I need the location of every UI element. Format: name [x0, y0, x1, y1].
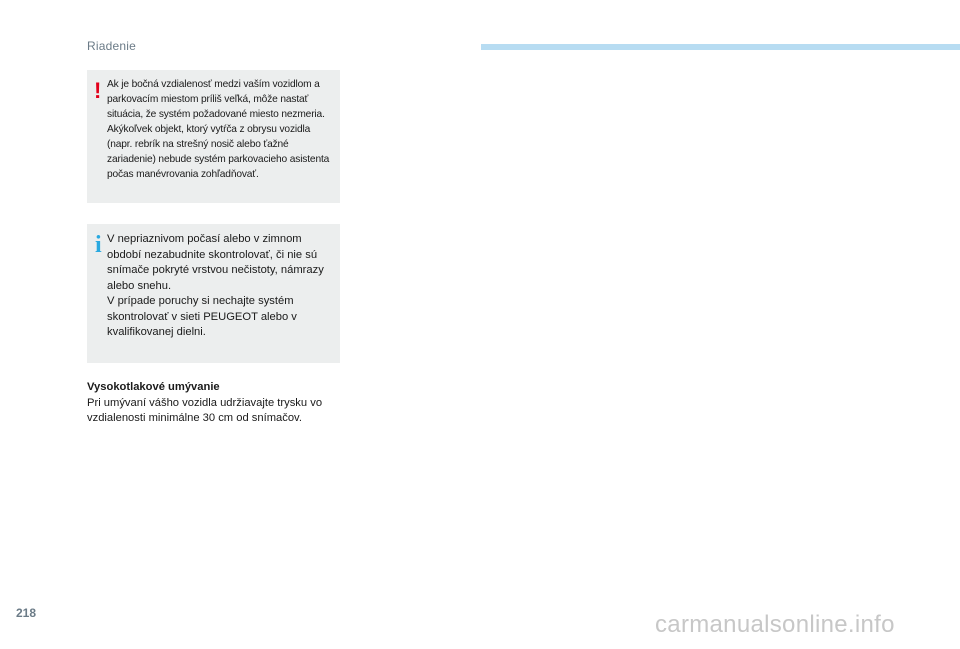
- warning-paragraph-1: Ak je bočná vzdialenosť medzi vaším vozidlom a parkovacím miestom príliš veľká, môže nastať situácia, že systém požadované miesto nezmeria.: [107, 79, 325, 120]
- warning-paragraph-2: Akýkoľvek objekt, ktorý vytŕča z obrysu vozidla (napr. rebrík na strešný nosič alebo ťažné zariadenie) nebude systém parkovacieho asistenta počas manévrovania zohľadňovať.: [107, 124, 330, 180]
- section-heading: Vysokotlakové umývanie: [87, 381, 220, 393]
- warning-box: [87, 70, 340, 203]
- high-pressure-washing-section: [87, 380, 347, 427]
- info-icon: i: [95, 232, 102, 258]
- watermark: carmanualsonline.info: [655, 611, 895, 638]
- info-paragraph-1: V nepriaznivom počasí alebo v zimnom období nezabudnite skontrolovať, či nie sú snímače pokryté vrstvou nečistoty, námrazy alebo snehu.: [107, 233, 324, 292]
- info-paragraph-2: V prípade poruchy si nechajte systém skontrolovať v sieti PEUGEOT alebo v kvalifikovanej dielni.: [107, 295, 297, 338]
- info-text: [107, 232, 330, 341]
- section-body-text: Pri umývaní vášho vozidla udržiavajte trysku vo vzdialenosti minimálne 30 cm od snímačov.: [87, 396, 323, 424]
- page-number: 218: [16, 606, 37, 620]
- warning-text: [107, 77, 334, 182]
- header-accent-bar: [481, 44, 960, 50]
- section-title: Riadenie: [87, 39, 136, 53]
- info-box: [87, 224, 340, 363]
- exclamation-warning-icon: !: [94, 78, 102, 103]
